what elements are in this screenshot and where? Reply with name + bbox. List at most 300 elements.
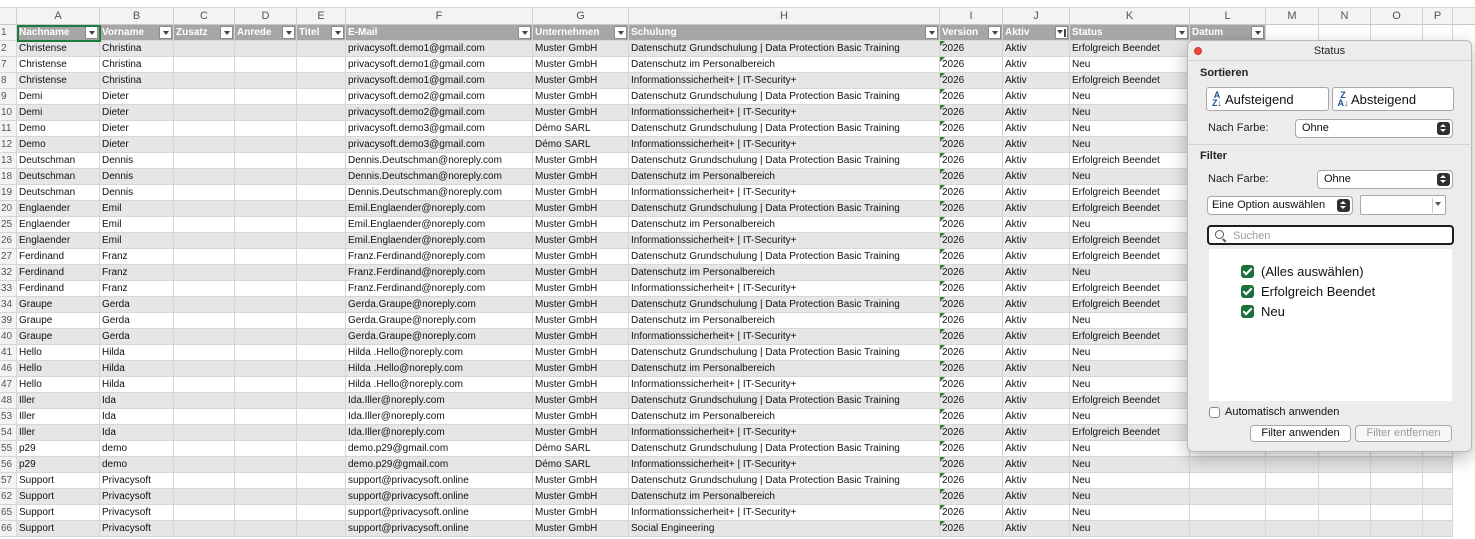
- cell[interactable]: [1371, 457, 1423, 473]
- cell[interactable]: Aktiv: [1003, 249, 1070, 265]
- filter-dropdown-icon[interactable]: [988, 26, 1001, 39]
- cell[interactable]: [1423, 521, 1453, 537]
- cell[interactable]: Gerda: [100, 313, 174, 329]
- cell[interactable]: Informationssicherheit+ | IT-Security+: [629, 137, 940, 153]
- cell[interactable]: [1371, 505, 1423, 521]
- cell[interactable]: Datenschutz Grundschulung | Data Protection Basic Training: [629, 249, 940, 265]
- row-number[interactable]: 26: [0, 233, 17, 249]
- cell[interactable]: Erfolgreich Beendet: [1070, 281, 1190, 297]
- filter-dropdown-icon[interactable]: [220, 26, 233, 39]
- cell[interactable]: Dennis: [100, 169, 174, 185]
- cell[interactable]: Informationssicherheit+ | IT-Security+: [629, 377, 940, 393]
- cell[interactable]: [297, 297, 346, 313]
- cell[interactable]: privacysoft.demo1@gmail.com: [346, 73, 533, 89]
- cell[interactable]: Gerda.Graupe@noreply.com: [346, 297, 533, 313]
- cell[interactable]: 2026: [940, 233, 1003, 249]
- cell[interactable]: Christense: [17, 57, 100, 73]
- cell[interactable]: Muster GmbH: [533, 473, 629, 489]
- cell[interactable]: 2026: [940, 121, 1003, 137]
- cell[interactable]: 2026: [940, 153, 1003, 169]
- column-header[interactable]: B: [100, 8, 174, 24]
- cell[interactable]: Aktiv: [1003, 409, 1070, 425]
- filter-dropdown-icon[interactable]: [1175, 26, 1188, 39]
- cell[interactable]: [235, 201, 297, 217]
- cell[interactable]: Datenschutz Grundschulung | Data Protection Basic Training: [629, 121, 940, 137]
- cell[interactable]: Muster GmbH: [533, 169, 629, 185]
- cell[interactable]: Aktiv: [1003, 185, 1070, 201]
- cell[interactable]: Dennis: [100, 153, 174, 169]
- cell[interactable]: Demo: [17, 121, 100, 137]
- row-number[interactable]: 32: [0, 265, 17, 281]
- cell[interactable]: [235, 249, 297, 265]
- cell[interactable]: [174, 489, 235, 505]
- sort-descending-button[interactable]: [1332, 87, 1454, 111]
- row-number[interactable]: 25: [0, 217, 17, 233]
- checkbox-icon[interactable]: [1241, 305, 1254, 318]
- cell[interactable]: Datenschutz im Personalbereich: [629, 265, 940, 281]
- cell[interactable]: p29: [17, 457, 100, 473]
- cell[interactable]: [1371, 521, 1423, 537]
- cell[interactable]: Support: [17, 505, 100, 521]
- cell[interactable]: [297, 281, 346, 297]
- cell[interactable]: [297, 217, 346, 233]
- cell[interactable]: [297, 505, 346, 521]
- cell[interactable]: Informationssicherheit+ | IT-Security+: [629, 457, 940, 473]
- cell[interactable]: Franz: [100, 265, 174, 281]
- column-header[interactable]: P: [1423, 8, 1453, 24]
- cell[interactable]: [297, 89, 346, 105]
- cell[interactable]: Démo SARL: [533, 441, 629, 457]
- row-number[interactable]: 8: [0, 73, 17, 89]
- cell[interactable]: Muster GmbH: [533, 281, 629, 297]
- row-number[interactable]: 41: [0, 345, 17, 361]
- cell[interactable]: 2026: [940, 505, 1003, 521]
- cell[interactable]: Muster GmbH: [533, 185, 629, 201]
- cell[interactable]: Aktiv: [1003, 457, 1070, 473]
- cell[interactable]: Erfolgreich Beendet: [1070, 185, 1190, 201]
- cell[interactable]: [174, 265, 235, 281]
- cell[interactable]: Muster GmbH: [533, 153, 629, 169]
- cell[interactable]: [174, 73, 235, 89]
- cell[interactable]: Muster GmbH: [533, 313, 629, 329]
- row-number[interactable]: 11: [0, 121, 17, 137]
- cell[interactable]: Gerda.Graupe@noreply.com: [346, 313, 533, 329]
- cell[interactable]: [235, 121, 297, 137]
- filter-dropdown-icon[interactable]: [1251, 26, 1264, 39]
- cell[interactable]: Neu: [1070, 57, 1190, 73]
- cell[interactable]: [1266, 505, 1319, 521]
- search-field[interactable]: [1207, 225, 1454, 245]
- header-cell[interactable]: [1003, 25, 1070, 41]
- cell[interactable]: Privacysoft: [100, 521, 174, 537]
- cell[interactable]: Ida.Iller@noreply.com: [346, 393, 533, 409]
- header-cell[interactable]: [629, 25, 940, 41]
- cell[interactable]: Ida: [100, 409, 174, 425]
- cell[interactable]: [1266, 489, 1319, 505]
- cell[interactable]: Demo: [17, 137, 100, 153]
- cell[interactable]: [174, 425, 235, 441]
- cell[interactable]: [235, 281, 297, 297]
- cell[interactable]: 2026: [940, 297, 1003, 313]
- cell[interactable]: [235, 409, 297, 425]
- row-number[interactable]: 10: [0, 105, 17, 121]
- row-number[interactable]: 47: [0, 377, 17, 393]
- cell[interactable]: Christina: [100, 73, 174, 89]
- cell[interactable]: Neu: [1070, 169, 1190, 185]
- cell[interactable]: [1423, 489, 1453, 505]
- sort-by-color-select[interactable]: [1295, 119, 1453, 138]
- cell[interactable]: [1319, 505, 1371, 521]
- header-cell[interactable]: [174, 25, 235, 41]
- cell[interactable]: Aktiv: [1003, 281, 1070, 297]
- cell[interactable]: [297, 473, 346, 489]
- cell[interactable]: [297, 41, 346, 57]
- cell[interactable]: Hilda: [100, 377, 174, 393]
- cell[interactable]: Neu: [1070, 441, 1190, 457]
- cell[interactable]: Aktiv: [1003, 297, 1070, 313]
- cell[interactable]: Aktiv: [1003, 89, 1070, 105]
- search-input[interactable]: [1233, 228, 1443, 244]
- column-header[interactable]: E: [297, 8, 346, 24]
- header-cell[interactable]: [346, 25, 533, 41]
- cell[interactable]: 2026: [940, 41, 1003, 57]
- cell[interactable]: [1319, 489, 1371, 505]
- cell[interactable]: Datenschutz Grundschulung | Data Protection Basic Training: [629, 201, 940, 217]
- filter-dropdown-icon[interactable]: [331, 26, 344, 39]
- cell[interactable]: Aktiv: [1003, 489, 1070, 505]
- row-number[interactable]: 56: [0, 457, 17, 473]
- cell[interactable]: Neu: [1070, 409, 1190, 425]
- row-number[interactable]: 54: [0, 425, 17, 441]
- cell[interactable]: Aktiv: [1003, 121, 1070, 137]
- cell[interactable]: Muster GmbH: [533, 73, 629, 89]
- cell[interactable]: [297, 57, 346, 73]
- cell[interactable]: Informationssicherheit+ | IT-Security+: [629, 233, 940, 249]
- cell[interactable]: 2026: [940, 169, 1003, 185]
- row-number[interactable]: 20: [0, 201, 17, 217]
- option-select-all[interactable]: [1241, 264, 1364, 279]
- cell[interactable]: Aktiv: [1003, 265, 1070, 281]
- row-number[interactable]: 34: [0, 297, 17, 313]
- cell[interactable]: Demi: [17, 105, 100, 121]
- cell[interactable]: [235, 425, 297, 441]
- cell[interactable]: 2026: [940, 457, 1003, 473]
- cell[interactable]: Social Engineering: [629, 521, 940, 537]
- cell[interactable]: Dieter: [100, 105, 174, 121]
- cell[interactable]: Ida.Iller@noreply.com: [346, 425, 533, 441]
- cell[interactable]: Muster GmbH: [533, 89, 629, 105]
- clear-filter-button[interactable]: Filter entfernen: [1355, 425, 1452, 442]
- cell[interactable]: Datenschutz Grundschulung | Data Protection Basic Training: [629, 393, 940, 409]
- cell[interactable]: [235, 89, 297, 105]
- cell[interactable]: Datenschutz im Personalbereich: [629, 57, 940, 73]
- cell[interactable]: 2026: [940, 377, 1003, 393]
- cell[interactable]: Iller: [17, 393, 100, 409]
- cell[interactable]: Informationssicherheit+ | IT-Security+: [629, 425, 940, 441]
- cell[interactable]: Support: [17, 489, 100, 505]
- row-number[interactable]: 40: [0, 329, 17, 345]
- cell[interactable]: [297, 185, 346, 201]
- row-number[interactable]: 12: [0, 137, 17, 153]
- column-header[interactable]: M: [1266, 8, 1319, 24]
- cell[interactable]: 2026: [940, 265, 1003, 281]
- cell[interactable]: 2026: [940, 361, 1003, 377]
- cell[interactable]: [174, 169, 235, 185]
- cell[interactable]: [297, 73, 346, 89]
- row-number[interactable]: 46: [0, 361, 17, 377]
- cell[interactable]: Aktiv: [1003, 233, 1070, 249]
- cell[interactable]: Englaender: [17, 217, 100, 233]
- cell[interactable]: privacysoft.demo1@gmail.com: [346, 57, 533, 73]
- row-number[interactable]: 2: [0, 41, 17, 57]
- header-cell[interactable]: [1266, 25, 1319, 41]
- cell[interactable]: Hello: [17, 345, 100, 361]
- cell[interactable]: [1319, 457, 1371, 473]
- header-cell[interactable]: [940, 25, 1003, 41]
- apply-filter-button[interactable]: Filter anwenden: [1250, 425, 1351, 442]
- row-number[interactable]: 48: [0, 393, 17, 409]
- cell[interactable]: Muster GmbH: [533, 489, 629, 505]
- cell[interactable]: [174, 89, 235, 105]
- cell[interactable]: Datenschutz Grundschulung | Data Protection Basic Training: [629, 89, 940, 105]
- cell[interactable]: 2026: [940, 393, 1003, 409]
- cell[interactable]: [174, 217, 235, 233]
- header-cell[interactable]: [533, 25, 629, 41]
- header-cell[interactable]: [235, 25, 297, 41]
- filter-dropdown-icon[interactable]: [925, 26, 938, 39]
- cell[interactable]: Aktiv: [1003, 169, 1070, 185]
- cell[interactable]: 2026: [940, 521, 1003, 537]
- cell[interactable]: Datenschutz Grundschulung | Data Protection Basic Training: [629, 297, 940, 313]
- cell[interactable]: [235, 393, 297, 409]
- cell[interactable]: [235, 185, 297, 201]
- header-cell[interactable]: [1190, 25, 1266, 41]
- cell[interactable]: Muster GmbH: [533, 201, 629, 217]
- filter-dropdown-icon[interactable]: [518, 26, 531, 39]
- cell[interactable]: [297, 457, 346, 473]
- cell[interactable]: [297, 153, 346, 169]
- cell[interactable]: Deutschman: [17, 185, 100, 201]
- cell[interactable]: privacysoft.demo3@gmail.com: [346, 121, 533, 137]
- cell[interactable]: 2026: [940, 329, 1003, 345]
- header-cell[interactable]: [1423, 25, 1453, 41]
- cell[interactable]: [1371, 489, 1423, 505]
- cell[interactable]: Datenschutz im Personalbereich: [629, 409, 940, 425]
- cell[interactable]: 2026: [940, 425, 1003, 441]
- cell[interactable]: [235, 329, 297, 345]
- cell[interactable]: Aktiv: [1003, 41, 1070, 57]
- cell[interactable]: Christina: [100, 57, 174, 73]
- cell[interactable]: [174, 121, 235, 137]
- cell[interactable]: [297, 377, 346, 393]
- cell[interactable]: [297, 121, 346, 137]
- cell[interactable]: Muster GmbH: [533, 505, 629, 521]
- cell[interactable]: [235, 153, 297, 169]
- cell[interactable]: Muster GmbH: [533, 297, 629, 313]
- column-header[interactable]: H: [629, 8, 940, 24]
- cell[interactable]: [297, 361, 346, 377]
- cell[interactable]: [1371, 473, 1423, 489]
- cell[interactable]: Dennis.Deutschman@noreply.com: [346, 185, 533, 201]
- cell[interactable]: Gerda: [100, 297, 174, 313]
- cell[interactable]: [1190, 457, 1266, 473]
- header-cell[interactable]: [1070, 25, 1190, 41]
- cell[interactable]: Datenschutz Grundschulung | Data Protection Basic Training: [629, 441, 940, 457]
- cell[interactable]: 2026: [940, 105, 1003, 121]
- cell[interactable]: Erfolgreich Beendet: [1070, 73, 1190, 89]
- sort-ascending-button[interactable]: [1206, 87, 1329, 111]
- cell[interactable]: [174, 313, 235, 329]
- cell[interactable]: [297, 489, 346, 505]
- cell[interactable]: Informationssicherheit+ | IT-Security+: [629, 505, 940, 521]
- cell[interactable]: [297, 137, 346, 153]
- cell[interactable]: [235, 233, 297, 249]
- cell[interactable]: [235, 521, 297, 537]
- cell[interactable]: Dieter: [100, 89, 174, 105]
- cell[interactable]: Hilda: [100, 345, 174, 361]
- cell[interactable]: Hilda .Hello@noreply.com: [346, 361, 533, 377]
- cell[interactable]: Neu: [1070, 217, 1190, 233]
- cell[interactable]: [174, 505, 235, 521]
- cell[interactable]: [235, 137, 297, 153]
- cell[interactable]: Christense: [17, 41, 100, 57]
- cell[interactable]: Erfolgreich Beendet: [1070, 425, 1190, 441]
- cell[interactable]: Muster GmbH: [533, 521, 629, 537]
- cell[interactable]: Aktiv: [1003, 73, 1070, 89]
- cell[interactable]: Deutschman: [17, 169, 100, 185]
- cell[interactable]: Datenschutz im Personalbereich: [629, 489, 940, 505]
- cell[interactable]: [1190, 473, 1266, 489]
- row-number[interactable]: 66: [0, 521, 17, 537]
- cell[interactable]: Christense: [17, 73, 100, 89]
- cell[interactable]: [235, 377, 297, 393]
- cell[interactable]: Iller: [17, 425, 100, 441]
- cell[interactable]: [1190, 489, 1266, 505]
- select-all-corner[interactable]: [0, 8, 17, 24]
- cell[interactable]: Datenschutz im Personalbereich: [629, 217, 940, 233]
- cell[interactable]: Deutschman: [17, 153, 100, 169]
- cell[interactable]: Neu: [1070, 473, 1190, 489]
- cell[interactable]: [297, 345, 346, 361]
- cell[interactable]: 2026: [940, 57, 1003, 73]
- cell[interactable]: Graupe: [17, 313, 100, 329]
- row-number[interactable]: 62: [0, 489, 17, 505]
- cell[interactable]: Hilda: [100, 361, 174, 377]
- cell[interactable]: [297, 313, 346, 329]
- cell[interactable]: [174, 185, 235, 201]
- cell[interactable]: 2026: [940, 313, 1003, 329]
- cell[interactable]: Dennis: [100, 185, 174, 201]
- cell[interactable]: Muster GmbH: [533, 393, 629, 409]
- cell[interactable]: Aktiv: [1003, 425, 1070, 441]
- row-number[interactable]: 55: [0, 441, 17, 457]
- cell[interactable]: [174, 377, 235, 393]
- cell[interactable]: Iller: [17, 409, 100, 425]
- column-header[interactable]: K: [1070, 8, 1190, 24]
- row-number[interactable]: 19: [0, 185, 17, 201]
- option-erfolgreich-beendet[interactable]: [1241, 284, 1375, 299]
- cell[interactable]: 2026: [940, 185, 1003, 201]
- cell[interactable]: [235, 361, 297, 377]
- cell[interactable]: privacysoft.demo2@gmail.com: [346, 89, 533, 105]
- cell[interactable]: Muster GmbH: [533, 377, 629, 393]
- cell[interactable]: Aktiv: [1003, 201, 1070, 217]
- row-number[interactable]: 1: [0, 25, 17, 41]
- cell[interactable]: demo: [100, 457, 174, 473]
- filter-dropdown-icon[interactable]: [159, 26, 172, 39]
- cell[interactable]: Informationssicherheit+ | IT-Security+: [629, 185, 940, 201]
- filter-active-icon[interactable]: [1055, 26, 1068, 39]
- cell[interactable]: [174, 441, 235, 457]
- cell[interactable]: Neu: [1070, 137, 1190, 153]
- cell[interactable]: Erfolgreich Beendet: [1070, 41, 1190, 57]
- cell[interactable]: Neu: [1070, 489, 1190, 505]
- column-header[interactable]: O: [1371, 8, 1423, 24]
- cell[interactable]: Emil: [100, 233, 174, 249]
- row-number[interactable]: 65: [0, 505, 17, 521]
- cell[interactable]: Neu: [1070, 105, 1190, 121]
- cell[interactable]: [174, 345, 235, 361]
- cell[interactable]: [235, 505, 297, 521]
- cell[interactable]: [235, 57, 297, 73]
- cell[interactable]: Ida: [100, 425, 174, 441]
- cell[interactable]: demo: [100, 441, 174, 457]
- row-number[interactable]: 39: [0, 313, 17, 329]
- cell[interactable]: Aktiv: [1003, 377, 1070, 393]
- column-header[interactable]: J: [1003, 8, 1070, 24]
- cell[interactable]: Graupe: [17, 297, 100, 313]
- cell[interactable]: [174, 41, 235, 57]
- cell[interactable]: Emil.Englaender@noreply.com: [346, 201, 533, 217]
- cell[interactable]: Privacysoft: [100, 473, 174, 489]
- cell[interactable]: [174, 473, 235, 489]
- cell[interactable]: Datenschutz im Personalbereich: [629, 361, 940, 377]
- cell[interactable]: Neu: [1070, 121, 1190, 137]
- cell[interactable]: [297, 441, 346, 457]
- cell[interactable]: Ferdinand: [17, 249, 100, 265]
- cell[interactable]: Emil: [100, 201, 174, 217]
- row-number[interactable]: 27: [0, 249, 17, 265]
- filter-by-color-select[interactable]: [1317, 170, 1453, 189]
- cell[interactable]: [174, 57, 235, 73]
- cell[interactable]: Ida: [100, 393, 174, 409]
- cell[interactable]: Franz: [100, 281, 174, 297]
- column-header[interactable]: L: [1190, 8, 1266, 24]
- cell[interactable]: 2026: [940, 473, 1003, 489]
- cell[interactable]: Aktiv: [1003, 329, 1070, 345]
- cell[interactable]: [1423, 505, 1453, 521]
- cell[interactable]: [235, 313, 297, 329]
- cell[interactable]: Datenschutz Grundschulung | Data Protection Basic Training: [629, 153, 940, 169]
- column-header[interactable]: I: [940, 8, 1003, 24]
- cell[interactable]: [297, 329, 346, 345]
- cell[interactable]: [174, 361, 235, 377]
- cell[interactable]: Dieter: [100, 137, 174, 153]
- cell[interactable]: Emil.Englaender@noreply.com: [346, 233, 533, 249]
- cell[interactable]: Datenschutz Grundschulung | Data Protection Basic Training: [629, 345, 940, 361]
- cell[interactable]: [1266, 473, 1319, 489]
- cell[interactable]: Hello: [17, 361, 100, 377]
- cell[interactable]: 2026: [940, 217, 1003, 233]
- cell[interactable]: Privacysoft: [100, 505, 174, 521]
- cell[interactable]: [297, 233, 346, 249]
- cell[interactable]: Muster GmbH: [533, 249, 629, 265]
- cell[interactable]: [235, 41, 297, 57]
- cell[interactable]: Gerda: [100, 329, 174, 345]
- cell[interactable]: Hilda .Hello@noreply.com: [346, 345, 533, 361]
- cell[interactable]: Datenschutz im Personalbereich: [629, 313, 940, 329]
- cell[interactable]: Neu: [1070, 265, 1190, 281]
